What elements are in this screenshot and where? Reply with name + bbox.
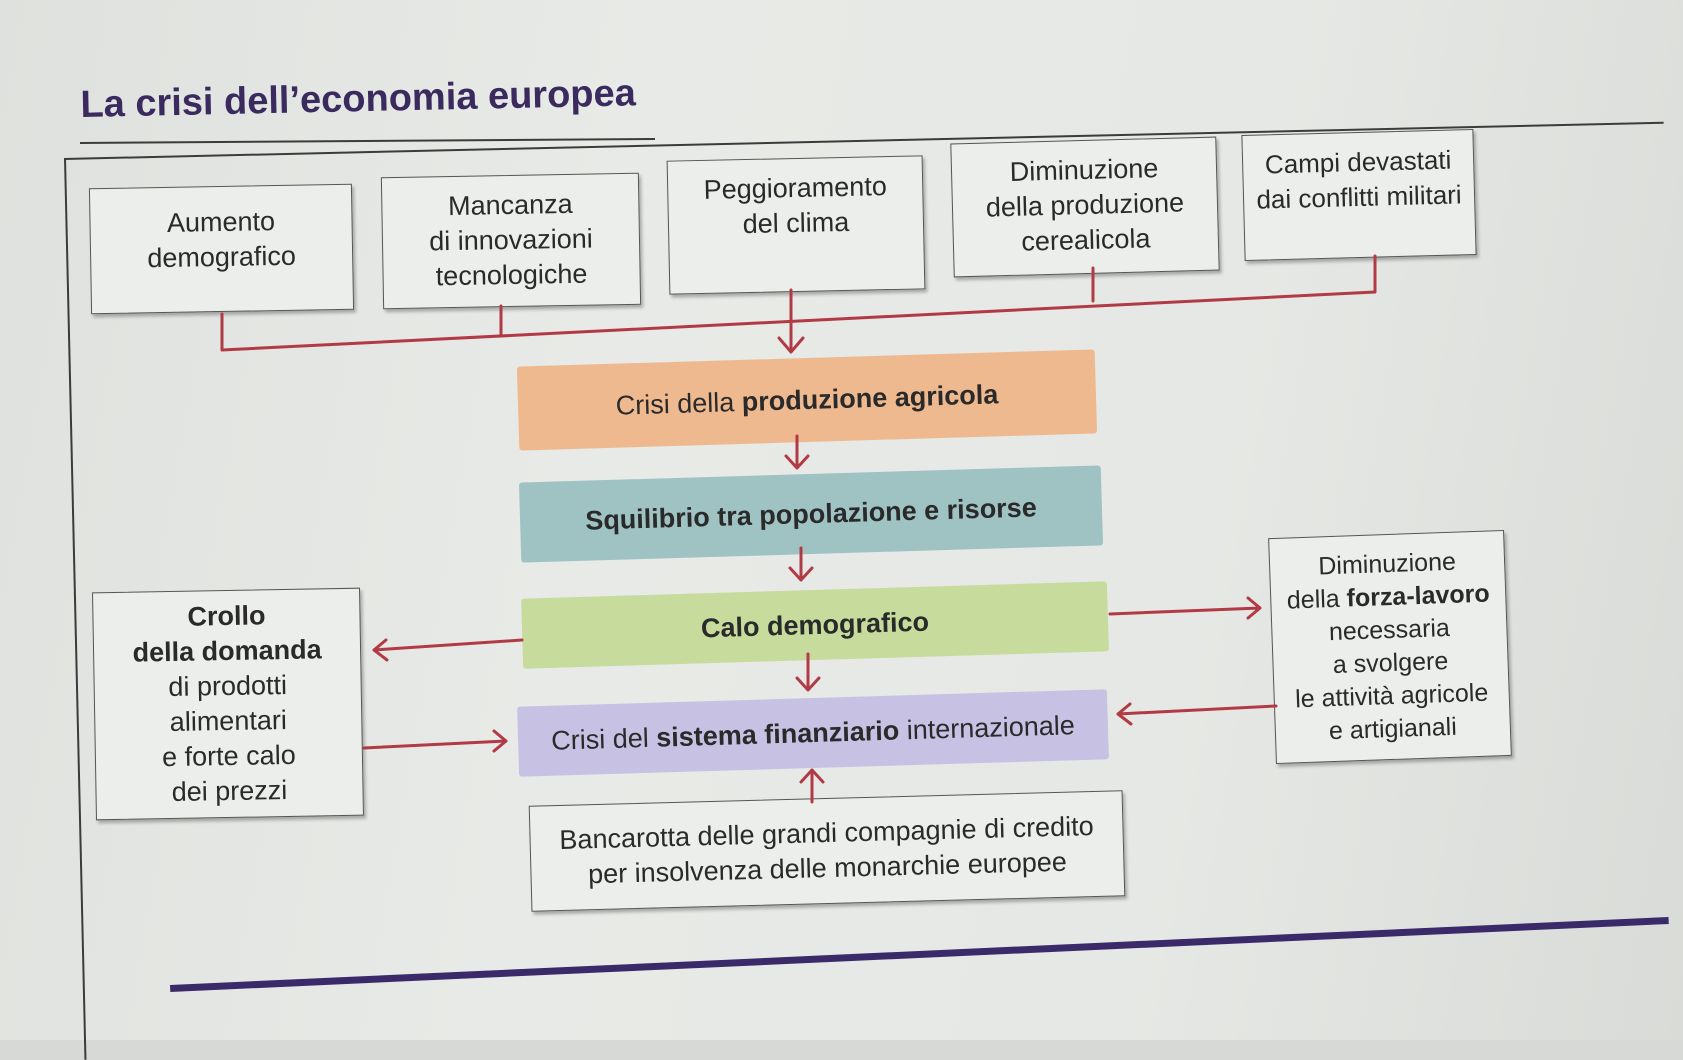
arrow-left-icon — [374, 640, 522, 660]
band-text-bold: produzione agricola — [741, 378, 999, 417]
arrow-down-icon — [786, 436, 808, 468]
box-line: a svolgere — [1332, 646, 1449, 679]
band-text-bold: Squilibrio tra popolazione e risorse — [584, 491, 1038, 536]
box-line: Bancarotta delle grandi compagnie di credito — [559, 811, 1095, 855]
arrow-down-icon — [797, 654, 819, 690]
cause-line: demografico — [147, 240, 297, 274]
cause-line: Mancanza — [447, 188, 573, 222]
band-text-regular: internazionale — [898, 709, 1076, 745]
band-text-bold: sistema finanziario — [655, 714, 900, 753]
diagram-title: La crisi dell’economia europea — [80, 72, 637, 126]
arrow-down-icon — [790, 548, 812, 580]
box-line: per insolvenza delle monarchie europee — [587, 846, 1068, 890]
cause-connector — [222, 256, 1375, 350]
cause-line: del clima — [742, 206, 850, 240]
band-text-regular: Crisi della — [615, 386, 743, 421]
band-text-regular: Crisi del — [550, 722, 657, 756]
cause-line: di innovazioni — [428, 223, 594, 257]
box-line-bold: della domanda — [132, 634, 322, 668]
cause-line: Campi devastati — [1264, 144, 1452, 180]
box-line: dei prezzi — [171, 774, 288, 807]
cause-line: Aumento — [166, 206, 276, 238]
box-line: e artigianali — [1328, 712, 1458, 746]
box-line: di prodotti — [168, 669, 288, 703]
box-line: alimentari — [169, 704, 288, 738]
box-line: necessaria — [1328, 613, 1451, 647]
band-text-bold: Calo demografico — [700, 606, 930, 643]
cause-line: Diminuzione — [1009, 153, 1159, 187]
box-line-mixed: della forza-lavoro — [1286, 579, 1491, 615]
cause-line: Peggioramento — [703, 171, 888, 205]
box-line: Diminuzione — [1317, 547, 1457, 581]
cause-line: dai conflitti militari — [1256, 179, 1462, 215]
arrow-up-icon — [801, 770, 823, 802]
box-line-bold: Crollo — [187, 600, 266, 632]
cause-line: tecnologiche — [435, 258, 588, 292]
box-line: e forte calo — [161, 739, 296, 773]
cause-line: della produzione — [985, 187, 1185, 223]
box-line: le attività agricole — [1294, 678, 1489, 714]
arrow-left-icon — [1118, 704, 1276, 724]
cause-line: cerealicola — [1020, 223, 1151, 257]
arrow-right-icon — [364, 731, 506, 751]
arrow-right-icon — [1110, 598, 1260, 618]
